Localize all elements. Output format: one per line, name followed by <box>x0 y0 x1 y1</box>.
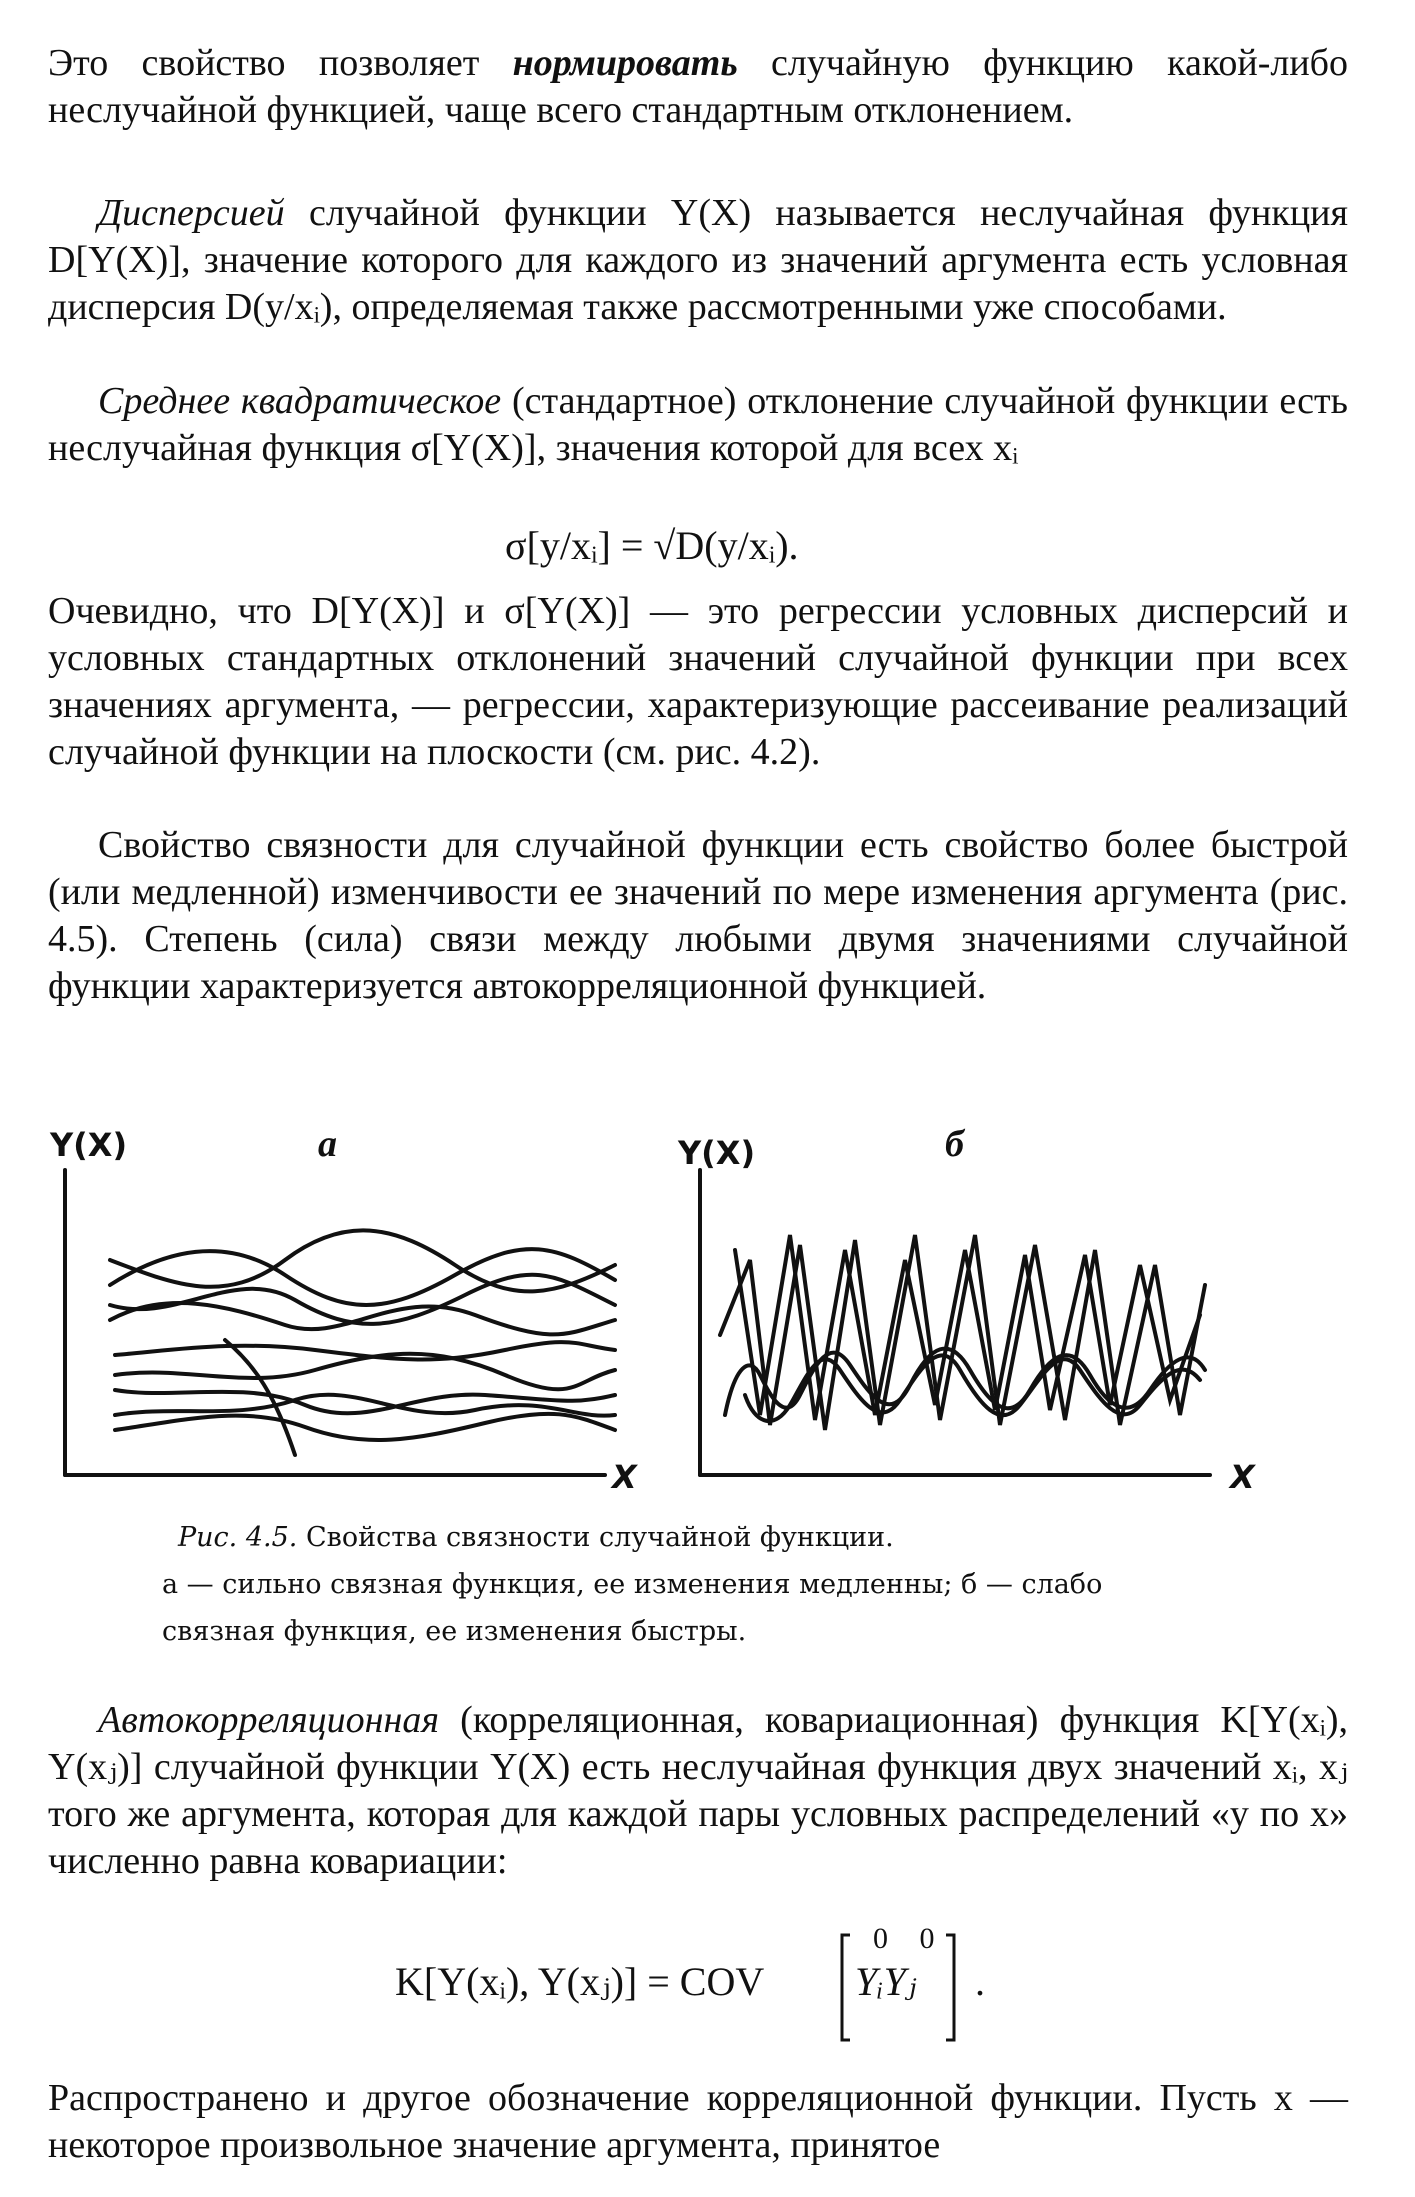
sigma-formula: σ[y/xᵢ] = √D(y/xᵢ). <box>505 523 799 568</box>
cov-zeros: 0 0 <box>873 1922 947 1955</box>
curve-b-2 <box>735 1235 1200 1420</box>
panel-a-xlabel: X <box>612 1458 637 1496</box>
panel-a-ylabel: Y(X) <box>50 1126 128 1164</box>
cov-formula-left: K[Y(xᵢ), Y(xⱼ)] = COV <box>395 1959 765 2004</box>
term-rms: Среднее квадратическое <box>98 380 502 422</box>
curve-a-4 <box>110 1303 615 1334</box>
paragraph-7: Распространено и другое обозначение корреляционной функции. Пусть x — некоторое произвольное значение аргумента, принятое <box>48 2077 1348 2166</box>
p3-rest: (стандартное) отклонение случайной функции есть неслучайная функция σ[Y(X)], значения которой для всех xᵢ <box>48 380 1348 469</box>
p2-rest: случайной функции Y(X) называется неслучайная функция D[Y(X)], значение которого для каждого из значений аргумента есть условная дисперсия D(y/xᵢ), определяемая также рассмотренными уже способами. <box>48 192 1348 328</box>
panel-a-letter: а <box>318 1123 337 1165</box>
paragraph-4: Очевидно, что D[Y(X)] и σ[Y(X)] — это регрессии условных дисперсий и условных стандартных отклонений значений случайной функции при всех значениях аргумента, — регрессии, характеризующие рассеивание реализаций случайной функции на плоскости (см. рис. 4.2). <box>48 590 1348 773</box>
p6-rest: (корреляционная, ковариационная) функция K[Y(xᵢ), Y(xⱼ)] случайной функции Y(X) есть неслучайная функция двух значений xᵢ, xⱼ того же аргумента, которая для каждой пары условных распределений «y по x» численно равна ковариации: <box>48 1699 1348 1882</box>
figure-caption-line1: Рис. 4.5. Свойства связности случайной функции. <box>178 1522 894 1553</box>
paragraph-6 <box>48 1697 1348 1885</box>
panel-b-letter: б <box>945 1123 964 1165</box>
curve-a-6 <box>115 1354 615 1390</box>
figure-caption-line2: а — сильно связная функция, ее изменения медленны; б — слабо <box>162 1569 1103 1600</box>
panel-b-ylabel: Y(X) <box>678 1134 756 1172</box>
panel-b-plot <box>690 1165 1250 1505</box>
term-autocorrelation: Автокорреляционная <box>98 1699 439 1741</box>
cov-inner: YᵢYⱼ <box>855 1959 917 2004</box>
paragraph-1 <box>48 40 1348 134</box>
cov-end: . <box>975 1959 985 2004</box>
term-normalize: нормировать <box>512 42 738 84</box>
panel-a-plot <box>55 1165 655 1505</box>
term-dispersion: Дисперсией <box>98 192 285 234</box>
curve-a-9 <box>115 1414 615 1440</box>
p1-lead: Это свойство позволяет <box>48 42 513 84</box>
curve-a-1 <box>110 1230 615 1291</box>
caption-title: Рис. 4.5. <box>178 1522 298 1553</box>
paragraph-2 <box>48 190 1348 331</box>
paragraph-3 <box>48 378 1348 472</box>
curve-a-3 <box>110 1275 615 1324</box>
p1-rest: случайную функцию какой-либо неслучайной функцией, чаще всего стандартным отклонением. <box>48 42 1348 131</box>
figure-caption-line3: связная функция, ее изменения быстры. <box>162 1616 747 1647</box>
panel-b-xlabel: X <box>1230 1458 1255 1496</box>
paragraph-5: Свойство связности для случайной функции есть свойство более быстрой (или медленной) изменчивости ее значений по мере изменения аргумента (рис. 4.5). Степень (сила) связи между любыми двумя значениями случайной функции характеризуется автокорреляционной функцией. <box>48 824 1348 1007</box>
